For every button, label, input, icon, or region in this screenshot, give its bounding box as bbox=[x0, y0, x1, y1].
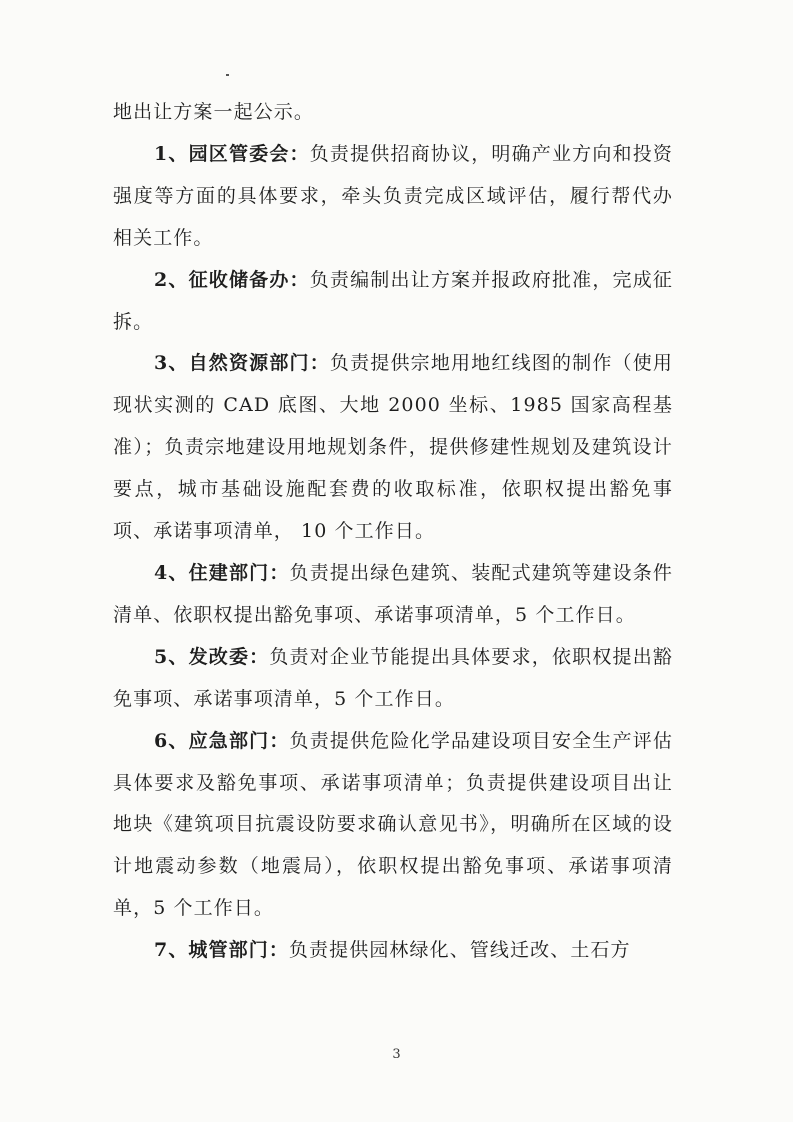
paragraph-text: 负责提供宗地用地红线图的制作（使用现状实测的 CAD 底图、大地 2000 坐标、1985 国家高程基准）；负责宗地建设用地规划条件，提供修建性规划及建筑设计要点，城市基础设施配套费的收取标准，依职权提出豁免事项、承诺事项清单， 10 个工作日。 bbox=[113, 352, 673, 543]
scan-speck bbox=[226, 74, 229, 76]
paragraph-lead: 5、发改委： bbox=[154, 645, 270, 668]
paragraph-text: 地出让方案一起公示。 bbox=[113, 101, 315, 123]
paragraph-text: 负责编制出让方案并报政府批准，完成征拆。 bbox=[113, 268, 673, 333]
paragraph-text: 负责提出绿色建筑、装配式建筑等建设条件清单、依职权提出豁免事项、承诺事项清单，5 个工作日。 bbox=[113, 561, 673, 626]
document-body bbox=[113, 92, 673, 972]
paragraph-lead: 1、园区管委会： bbox=[154, 142, 310, 165]
paragraph-lead: 4、住建部门： bbox=[154, 561, 290, 584]
paragraph-6 bbox=[113, 721, 673, 931]
paragraph-text: 负责提供园林绿化、管线迁改、土石方 bbox=[288, 939, 631, 962]
paragraph-7 bbox=[113, 930, 673, 972]
paragraph-3 bbox=[113, 343, 673, 553]
page-number: 3 bbox=[392, 1047, 401, 1062]
paragraph-lead: 2、征收储备办： bbox=[154, 268, 310, 291]
paragraph-4 bbox=[113, 553, 673, 637]
paragraph-5 bbox=[113, 637, 673, 721]
paragraph-text: 负责对企业节能提出具体要求，依职权提出豁免事项、承诺事项清单，5 个工作日。 bbox=[113, 645, 673, 710]
paragraph-2 bbox=[113, 260, 673, 344]
paragraph-0 bbox=[113, 92, 673, 134]
paragraph-lead: 3、自然资源部门： bbox=[154, 352, 330, 375]
paragraph-lead: 7、城管部门： bbox=[154, 939, 289, 962]
paragraph-text: 负责提供招商协议，明确产业方向和投资强度等方面的具体要求，牵头负责完成区域评估，履行帮代办相关工作。 bbox=[113, 142, 673, 249]
paragraph-text: 负责提供危险化学品建设项目安全生产评估具体要求及豁免事项、承诺事项清单；负责提供建设项目出让地块《建筑项目抗震设防要求确认意见书》，明确所在区域的设计地震动参数（地震局），依职权提出豁免事项、承诺事项清单，5 个工作日。 bbox=[113, 729, 673, 920]
paragraph-lead: 6、应急部门： bbox=[154, 729, 290, 752]
paragraph-1 bbox=[113, 134, 673, 260]
